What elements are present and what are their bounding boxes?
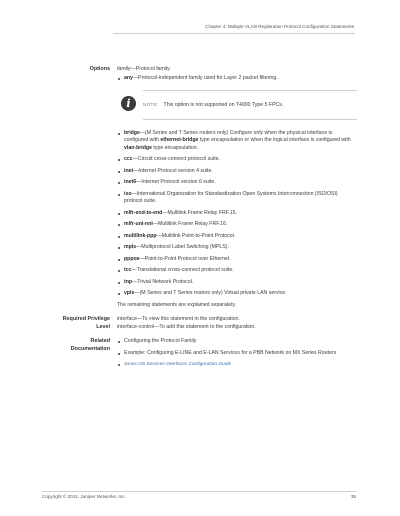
- option-keyword: mlfr-end-to-end: [124, 209, 163, 216]
- note-body: This option is not supported on T4000 Type 5 FPCs.: [163, 101, 284, 108]
- option-keyword: ethernet-bridge: [160, 137, 199, 144]
- option-keyword: any: [124, 75, 133, 81]
- running-header: Chapter 4: Multiple VLAN Registration Protocol Configuration Statements: [205, 24, 354, 29]
- list-item: [117, 256, 357, 264]
- list-item: [117, 191, 357, 206]
- option-keyword: ccc: [124, 156, 133, 163]
- list-item: [117, 267, 357, 275]
- guide-link[interactable]: Junos OS Services Interfaces Configuration Guide: [124, 362, 232, 368]
- related-label-line: Related: [90, 338, 110, 344]
- related-label: [71, 338, 110, 353]
- option-description: —Multilink Frame Relay FRF.15.: [162, 209, 237, 216]
- family-description: —Protocol family.: [130, 66, 171, 72]
- list-item: [117, 233, 357, 241]
- option-description: —Internet Protocol version 6 suite.: [136, 179, 216, 186]
- list-item: [117, 156, 357, 164]
- list-item: [117, 179, 357, 187]
- option-description: —Trivial Network Protocol.: [132, 278, 194, 285]
- option-description: —Circuit cross-connect protocol suite.: [132, 156, 221, 163]
- option-keyword: mlfr-uni-nni: [124, 221, 153, 228]
- option-description: —International Organization for Standardization Open Systems Interconnection (ISO/OSI) protocol suite.: [124, 190, 338, 205]
- note-tag: NOTE:: [143, 101, 159, 107]
- option-description: type encapsulation.: [151, 144, 199, 151]
- option-keyword: bridge: [124, 129, 140, 136]
- privilege-control-line: interface-control—To add this statement to the configuration.: [117, 323, 256, 330]
- note-rule-bottom: [143, 119, 357, 120]
- option-description: —Translational cross-connect protocol suite.: [131, 267, 234, 274]
- option-description: —Point-to-Point Protocol over Ethernet.: [139, 255, 231, 262]
- list-item: [117, 130, 357, 153]
- options-list: [117, 130, 357, 298]
- family-term: family: [117, 66, 131, 72]
- option-keyword: multilink-ppp: [124, 232, 157, 239]
- related-label-line: Documentation: [70, 345, 110, 352]
- list-item: [117, 168, 357, 176]
- list-item: [117, 75, 357, 83]
- option-keyword: inet: [124, 167, 134, 174]
- related-item: [117, 361, 357, 369]
- page-number: 35: [350, 494, 356, 499]
- privilege-view-line: interface—To view this statement in the configuration.: [117, 316, 240, 322]
- info-icon: i: [121, 96, 136, 111]
- related-item: Configuring the Protocol Family: [117, 338, 357, 346]
- option-description: —Multilink Frame Relay FRF.16.: [152, 221, 228, 228]
- option-keyword: mpls: [124, 244, 137, 251]
- options-label: Options: [89, 66, 110, 72]
- footer-copyright: Copyright © 2012, Juniper Networks, Inc.: [42, 494, 126, 499]
- note-rule-top: [143, 90, 357, 91]
- remaining-statements-text: The remaining statements are explained separately.: [117, 301, 236, 308]
- option-description: —(M Series and T Series routers only) Virtual private LAN service.: [134, 290, 287, 297]
- privilege-content: [117, 316, 357, 331]
- option-description: —Multiprotocol Label Switching (MPLS).: [136, 244, 229, 251]
- option-description: type encapsulation or when the logical interface is configured with: [198, 137, 351, 144]
- related-content: [117, 338, 357, 373]
- option-description: —(M Series and T Series routers only) Configure only when the physical interface is configured with: [124, 129, 333, 144]
- list-item: [117, 244, 357, 252]
- list-item: [117, 279, 357, 287]
- note-text: [143, 101, 283, 110]
- option-description: —Protocol-independent family used for Layer 2 packet filtering.: [132, 75, 278, 81]
- related-list: [117, 338, 357, 369]
- option-keyword: inet6: [124, 179, 137, 186]
- list-item: [117, 221, 357, 229]
- options-first-list: [117, 75, 357, 83]
- option-keyword: vlan-bridge: [124, 144, 152, 151]
- options-intro: [117, 66, 357, 75]
- list-item: [117, 290, 357, 298]
- list-item: [117, 210, 357, 218]
- header-rule: [113, 33, 355, 34]
- option-keyword: tnp: [124, 278, 133, 285]
- option-keyword: iso: [124, 190, 132, 197]
- privilege-label: [63, 316, 110, 331]
- note-box: [117, 90, 357, 120]
- footer-rule: [42, 491, 356, 492]
- privilege-label-line: Level: [96, 323, 110, 330]
- options-content: [117, 66, 357, 309]
- option-description: —Internet Protocol version 4 suite.: [133, 167, 213, 174]
- option-description: —Multilink Point-to-Point Protocol.: [156, 232, 236, 239]
- option-keyword: tcc: [124, 267, 132, 274]
- related-item: Example: Configuring E-LINE and E-LAN Services for a PBB Network on MX Series Routers: [117, 350, 357, 358]
- privilege-label-line: Required Privilege: [62, 316, 110, 322]
- option-keyword: vpls: [124, 290, 135, 297]
- option-keyword: pppoe: [124, 255, 140, 262]
